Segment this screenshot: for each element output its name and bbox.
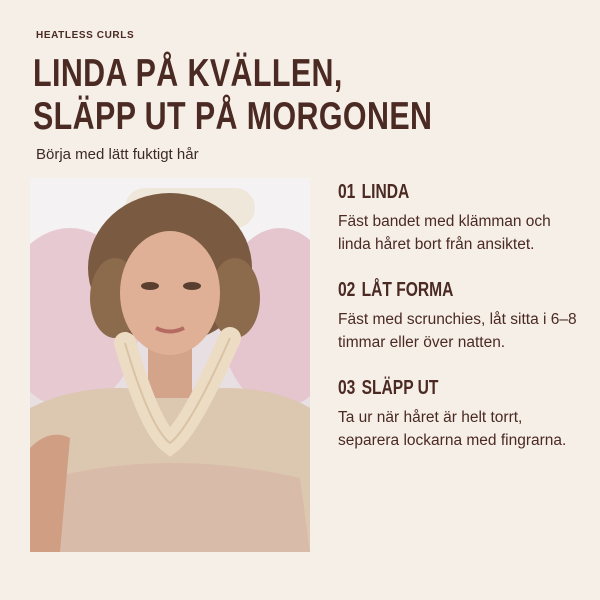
step-title-text: LÅT FORMA — [361, 279, 454, 301]
step-description: Fäst bandet med klämman och linda håret bort från ansiktet. — [338, 213, 551, 253]
subtitle: Börja med lätt fuktigt hår — [36, 146, 199, 163]
product-photo — [30, 178, 310, 552]
step-title-text: SLÄPP UT — [361, 377, 439, 399]
headline-line-2: SLÄPP UT PÅ MORGONEN — [33, 95, 433, 138]
step-number: 03 — [338, 377, 356, 399]
step-3 — [338, 376, 578, 452]
step-title-text: LINDA — [361, 181, 410, 203]
step-2 — [338, 278, 578, 354]
step-1 — [338, 180, 578, 256]
eyebrow-label: HEATLESS CURLS — [36, 30, 135, 41]
step-description: Fäst med scrunchies, låt sitta i 6–8 timmar eller över natten. — [338, 311, 577, 351]
step-title — [338, 180, 525, 204]
step-title — [338, 278, 525, 302]
step-number: 01 — [338, 181, 356, 203]
step-number: 02 — [338, 279, 356, 301]
page-title — [33, 52, 432, 138]
step-title — [338, 376, 525, 400]
headline-line-1: LINDA PÅ KVÄLLEN, — [33, 52, 343, 95]
steps-list — [338, 180, 578, 474]
step-description: Ta ur när håret är helt torrt, separera lockarna med fingrarna. — [338, 409, 567, 449]
photo-illustration — [30, 178, 310, 552]
